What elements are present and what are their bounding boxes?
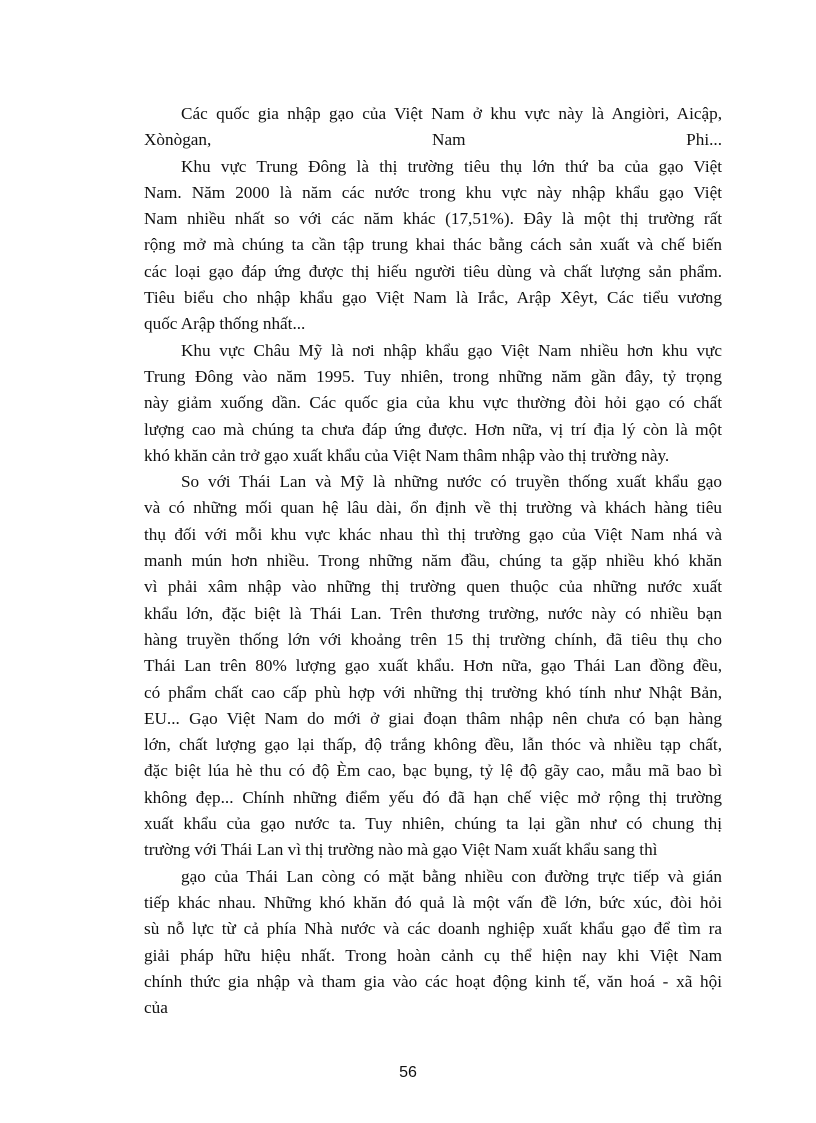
text-line: Trung Đông vào năm 1995. Tuy nhiên, trong những năm gần đây, tỷ trọng (144, 366, 722, 386)
paragraph (144, 338, 722, 469)
text-line: Nam. Năm 2000 là năm các nước trong khu vực này nhập khẩu gạo Việt (144, 182, 722, 202)
text-line: xuất khẩu của gạo nước ta. Tuy nhiên, chúng ta lại gần như có chung thị (144, 814, 722, 834)
text-line: giải pháp hữu hiệu nhất. Trong hoàn cảnh cụ thể hiện nay khi Việt Nam (144, 945, 722, 965)
text-line: So với Thái Lan và Mỹ là những nước có truyền thống xuất khẩu gạo (181, 472, 722, 492)
text-line: của (144, 998, 168, 1018)
text-line: đặc biệt lúa hè thu có độ Èm cao, bạc bụng, tỷ lệ độ gãy cao, mẫu mã bao bì (144, 761, 722, 781)
text-line: Thái Lan trên 80% lượng gạo xuất khẩu. Hơn nữa, gạo Thái Lan đồng đều, (144, 656, 722, 676)
text-line: không đẹp... Chính những điểm yếu đó đã hạn chế việc mở rộng thị trường (144, 787, 722, 807)
page-number: 56 (399, 1064, 417, 1081)
text-line: lớn, chất lượng gạo lại thấp, độ trắng không đều, lẫn thóc và nhiều tạp chất, (144, 735, 722, 755)
text-line: quốc Arập thống nhất... (144, 314, 306, 334)
text-line: Khu vực Châu Mỹ là nơi nhập khẩu gạo Việt Nam nhiều hơn khu vực (181, 340, 722, 360)
paragraph (144, 469, 722, 863)
text-line: manh mún hơn nhiều. Trong những năm đầu, chúng ta gặp nhiều khó khăn (144, 551, 722, 571)
text-line: Xònògan, Nam Phi... (144, 130, 722, 150)
text-line: tiếp khác nhau. Những khó khăn đó quả là một vấn đề lớn, bức xúc, đòi hỏi (144, 892, 722, 912)
text-line: các loại gạo đáp ứng được thị hiếu người tiêu dùng và chất lượng sản phẩm. (144, 261, 722, 281)
text-line: trường với Thái Lan vì thị trường nào mà gạo Việt Nam xuất khẩu sang thì (144, 840, 658, 860)
text-line: khẩu lớn, đặc biệt là Thái Lan. Trên thương trường, nước này có nhiều bạn (144, 603, 722, 623)
text-line: Các quốc gia nhập gạo của Việt Nam ở khu vực này là Angiòri, Aicập, (181, 104, 722, 123)
body-text (144, 101, 722, 1021)
text-line: Khu vực Trung Đông là thị trường tiêu thụ lớn thứ ba của gạo Việt (181, 156, 722, 176)
text-line: sù nỗ lực từ cả phía Nhà nước và các doanh nghiệp xuất khẩu gạo để tìm ra (144, 919, 722, 939)
text-line: gạo của Thái Lan còng có mặt bằng nhiều con đường trực tiếp và gián (181, 866, 722, 886)
text-line: lượng cao mà chúng ta chưa đáp ứng được. Hơn nữa, vị trí địa lý còn là một (144, 419, 722, 439)
text-line: EU... Gạo Việt Nam do mới ở giai đoạn thâm nhập nên chưa có bạn hàng (144, 708, 722, 728)
paragraph (144, 101, 722, 154)
text-line: có phẩm chất cao cấp phù hợp với những thị trường khó tính như Nhật Bản, (144, 682, 722, 702)
text-line: khó khăn cản trở gạo xuất khẩu của Việt Nam thâm nhập vào thị trường này. (144, 445, 670, 465)
text-line: này giảm xuống dần. Các quốc gia của khu vực thường đòi hỏi gạo có chất (144, 393, 722, 413)
paragraph (144, 154, 722, 338)
text-line: chính thức gia nhập và tham gia vào các hoạt động kinh tế, văn hoá - xã hội (144, 971, 722, 991)
text-line: Tiêu biểu cho nhập khẩu gạo Việt Nam là Irắc, Arập Xêyt, Các tiểu vương (144, 288, 722, 308)
text-line: và có những mối quan hệ lâu dài, ổn định về thị trường và khách hàng tiêu (144, 498, 722, 518)
text-line: vì phải xâm nhập vào những thị trường quen thuộc của những nước xuất (144, 577, 722, 597)
text-line: Nam nhiều nhất so với các năm khác (17,51%). Đây là một thị trường rất (144, 209, 722, 229)
text-line: hàng truyền thống lớn với khoảng trên 15 thị trường chính, đã tiêu thụ cho (144, 629, 722, 649)
paragraph (144, 864, 722, 1022)
text-line: rộng mở mà chúng ta cần tập trung khai thác bằng cách sản xuất và chế biến (144, 235, 722, 255)
text-line: thụ đối với mỗi khu vực khác nhau thì thị trường gạo của Việt Nam nhá và (144, 524, 722, 544)
